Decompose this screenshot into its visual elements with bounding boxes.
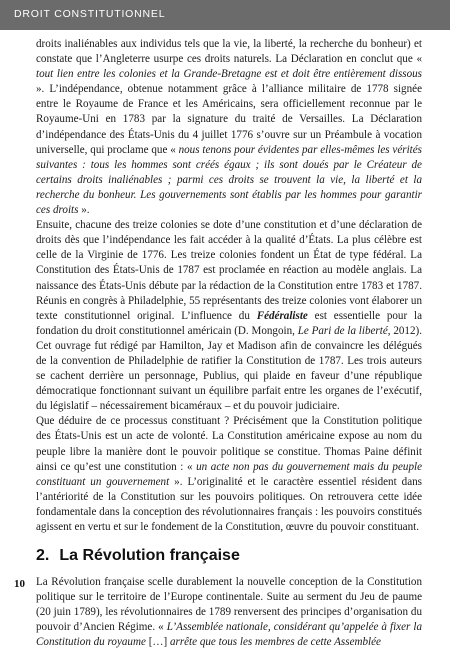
page-number: 10 bbox=[14, 578, 25, 590]
text-run: est essentielle pour la fondation du droit constitutionnel américain (D. Mongoin, bbox=[36, 309, 422, 337]
running-header-band bbox=[0, 0, 450, 30]
quote-run: tout lien entre les colonies et la Grande-Bretagne est et doit être entièrement dissous bbox=[36, 68, 422, 81]
text-run: […] bbox=[145, 636, 170, 649]
quote-run: arrête que tous les membres de cette Assemblée bbox=[169, 636, 381, 649]
text-run: Ensuite, chacune des treize colonies se dote d’une constitution et d’une déclaration de droits dès que l’indépendance les fait accéder à la qualité d’États. La plus célèbre est celle de la Virginie de 1776. Les treize colonies fondent un État de type fédéral. La Constitution des États-Unis de 1787 est proclamée en réaction au modèle anglais. La naissance des États-Unis débute par la rédaction de la Constitution entre 1783 et 1787. Réunis en congrès à Philadelphie, 55 représentants des treize colonies vont élaborer un texte constitutionnel original. L’influence du bbox=[36, 219, 422, 322]
book-title-run: Le Pari de la liberté bbox=[297, 324, 388, 337]
paragraph-2 bbox=[36, 218, 422, 414]
text-run: , 2012). Cet ouvrage fut rédigé par Hamilton, Jay et Madison afin de convaincre les délégués de la convention de Philadelphie de ratifier la Constitution de 1787. Les trois auteurs se cachent derrière un personnage, Publius, qui plaide en faveur d’une république démocratique fonctionnant suivant un équilibre parfait entre les organes de l’exécutif, du législatif – nécessairement bicaméraux – et du pouvoir judiciaire. bbox=[36, 324, 422, 413]
text-run: Que déduire de ce processus constituant ? Précisément que la Constitution politique des États-Unis est un acte de volonté. La Constitution américaine expose au nom du peuple libre la manière dont le pouvoir politique se constitue. Thomas Paine définit ainsi ce qu’est une constitution : « bbox=[36, 415, 422, 473]
text-run: ». bbox=[78, 204, 90, 217]
quote-run: nous tenons pour évidentes par elles-mêmes les vérités suivantes : tous les hommes sont créés égaux ; ils sont doués par le Créateur de certains droits inaliénables ; parmi ces droits se trouvent la vie, la liberté et la recherche du bonheur. Les gouvernements sont établis par les hommes pour garantir ces droits bbox=[36, 143, 422, 217]
paragraph-4 bbox=[36, 575, 422, 650]
running-title: DROIT CONSTITUTIONNEL bbox=[14, 8, 166, 20]
section-heading bbox=[36, 546, 422, 566]
text-run: ». L’indépendance, obtenue notamment grâce à l’alliance militaire de 1778 signée entre le Royaume de France et les Américains, sera officiellement reconnue par le Royaume-Uni en 1783 par la signature du traité de Versailles. La Déclaration d’indépendance des États-Unis du 4 juillet 1776 s’ouvre sur un Préambule à vocation universelle, qui proclame que « bbox=[36, 83, 422, 156]
paragraph-3 bbox=[36, 414, 422, 535]
quote-run: un acte non pas du gouvernement mais du peuple constituant un gouvernement bbox=[36, 460, 423, 488]
text-run: ». L’originalité et le caractère essentiel résident dans l’antériorité de la Constitution sur les pouvoirs politiques. On retrouvera cette idée fondamentale dans la conception des révolutionnaires français : les pouvoirs constitués agissent en vertu et sur le fondement de la Constitution, œuvre du pouvoir constituant. bbox=[36, 475, 422, 533]
section-number: 2. bbox=[36, 547, 50, 565]
section-title: La Révolution française bbox=[59, 547, 240, 565]
text-run: La Révolution française scelle durablement la nouvelle conception de la Constitution politique sur le territoire de l’Europe continentale. Suite au serment du Jeu de paume (20 juin 1789), les révolutionnaires de 1789 renversent des principes d’organisation du pouvoir d’Ancien Régime. « bbox=[36, 576, 422, 634]
paragraph-1 bbox=[36, 37, 422, 218]
quote-run: L’Assemblée nationale, considérant qu’appelée à fixer la Constitution du royaume bbox=[36, 621, 422, 649]
text-run: droits inaliénables aux individus tels que la vie, la liberté, la recherche du bonheur) et constate que l’Angleterre usurpe ces droits naturels. La Déclaration en conclut que « bbox=[36, 38, 422, 66]
page-body bbox=[36, 37, 422, 651]
emphasis-run: Fédéraliste bbox=[256, 309, 308, 322]
